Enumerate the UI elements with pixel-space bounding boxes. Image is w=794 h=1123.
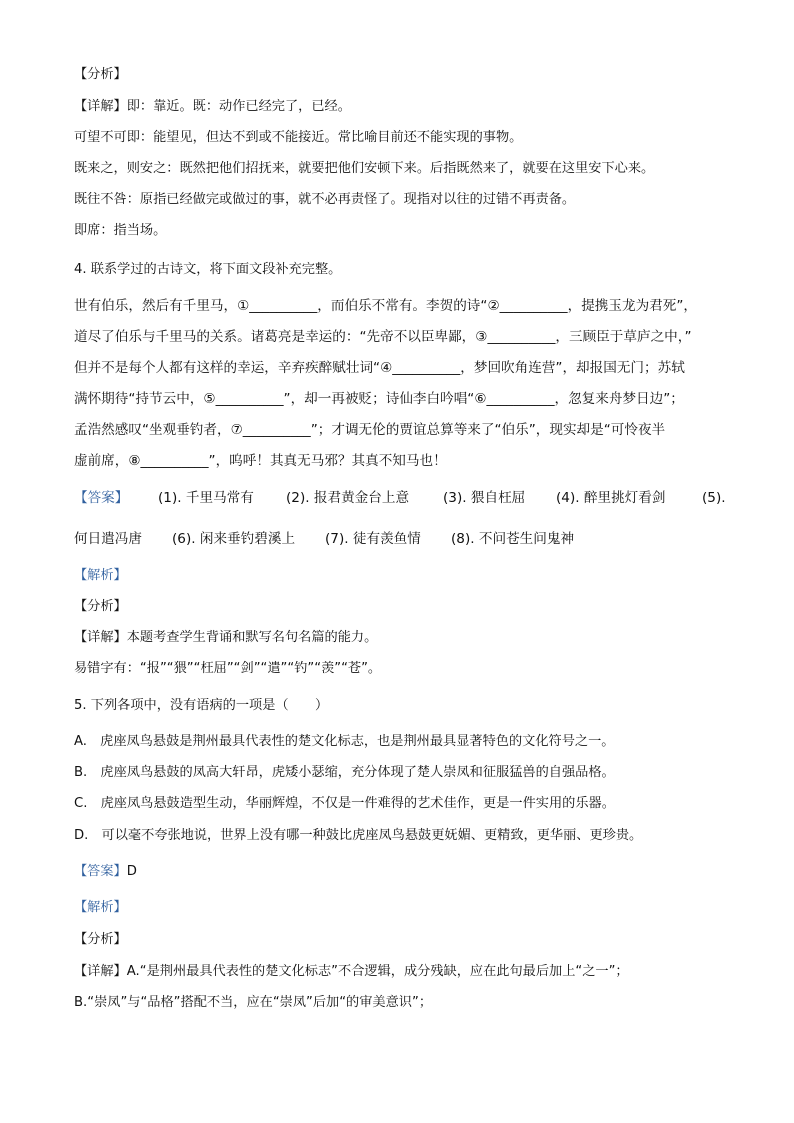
answer-item: (2). 报君黄金台上意 [286, 490, 410, 506]
explanation-heading: 【解析】 [74, 568, 127, 583]
question-5-title: 5. 下列各项中，没有语病的一项是（ ） [74, 698, 329, 713]
analysis-heading: 【分析】 [74, 67, 127, 82]
question-4-title: 4. 联系学过的古诗文，将下面文段补充完整。 [74, 262, 342, 277]
analysis-heading: 【分析】 [74, 599, 127, 614]
question-4-passage-line: 但并不是每个人都有这样的幸运，辛弃疾醉赋壮词“④__________，梦回吹角连营”，却报国无门；苏轼 [74, 360, 685, 376]
option-c: C. 虎座凤鸟悬鼓造型生动，华丽辉煌，不仅是一件难得的艺术佳作，更是一件实用的乐器。 [74, 796, 615, 811]
answer-item: (7). 徒有羡鱼情 [325, 531, 421, 547]
option-a: A. 虎座凤鸟悬鼓是荆州最具代表性的楚文化标志，也是荆州最具显著特色的文化符号之一。 [74, 734, 615, 749]
question-4-passage-line: 孟浩然感叹“坐观垂钓者，⑦__________”；才调无伦的贾谊总算等来了“伯乐”，现实却是“可怜夜半 [74, 422, 666, 438]
analysis-heading: 【分析】 [74, 932, 127, 947]
option-d: D. 可以毫不夸张地说，世界上没有哪一种鼓比虎座凤鸟悬鼓更妩媚、更精致，更华丽、更珍贵。 [74, 828, 643, 843]
answer-item: (6). 闲来垂钓碧溪上 [172, 531, 296, 547]
question-4-passage-line: 虚前席，⑧__________”，呜呼！其真无马邪？其真不知马也！ [74, 453, 447, 469]
detail-paragraph: 【详解】即：靠近。既：动作已经完了，已经。 [74, 99, 351, 114]
answer-item: (8). 不问苍生问鬼神 [451, 531, 575, 547]
question-4-passage-line: 满怀期待“持节云中，⑤__________”，却一再被贬；诗仙李白吟唱“⑥__________，忽复来舟梦日边”； [74, 391, 684, 407]
explanation-heading: 【解析】 [74, 900, 127, 915]
answer-value: D [126, 864, 137, 879]
detail-paragraph: 即席：指当场。 [74, 223, 167, 238]
detail-paragraph: 【详解】A.“是荆州最具代表性的楚文化标志”不合逻辑，成分残缺，应在此句最后加上“之一”； [74, 964, 629, 979]
answer-item: 何日遣冯唐 [74, 531, 142, 547]
detail-paragraph: 易错字有：“报”“猥”“枉屈”“剑”“遣”“钓”“羡”“苍”。 [74, 661, 382, 676]
question-4-passage-line: 道尽了伯乐与千里马的关系。诸葛亮是幸运的：“先帝不以臣卑鄙，③__________，三顾臣于草庐之中，” [74, 329, 692, 345]
detail-paragraph: 可望不可即：能望见，但达不到或不能接近。常比喻目前还不能实现的事物。 [74, 130, 523, 145]
answer-item: (3). 猥自枉屈 [443, 490, 526, 506]
answer-item: (4). 醉里挑灯看剑 [556, 490, 666, 506]
question-4-passage-line: 世有伯乐，然后有千里马，①__________，而伯乐不常有。李贺的诗“②__________，提携玉龙为君死”， [74, 298, 697, 314]
detail-paragraph: 既来之，则安之：既然把他们招抚来，就要把他们安顿下来。后指既然来了，就要在这里安下心来。 [74, 161, 655, 176]
answer-label: 【答案】 [74, 864, 127, 879]
detail-paragraph: 【详解】本题考查学生背诵和默写名句名篇的能力。 [74, 630, 378, 645]
option-b: B. 虎座凤鸟悬鼓的凤高大轩昂，虎矮小瑟缩，充分体现了楚人崇凤和征服猛兽的自强品格。 [74, 765, 615, 780]
detail-paragraph: 既往不咎：原指已经做完或做过的事，就不必再责怪了。现指对以往的过错不再责备。 [74, 192, 576, 207]
detail-paragraph: B.“崇凤”与“品格”搭配不当，应在“崇凤”后加“的审美意识”； [74, 995, 433, 1010]
answer-5-row [74, 863, 137, 881]
answer-label: 【答案】 [74, 490, 129, 506]
answer-item: (5). [702, 490, 726, 506]
answer-item: (1). 千里马常有 [158, 490, 254, 506]
